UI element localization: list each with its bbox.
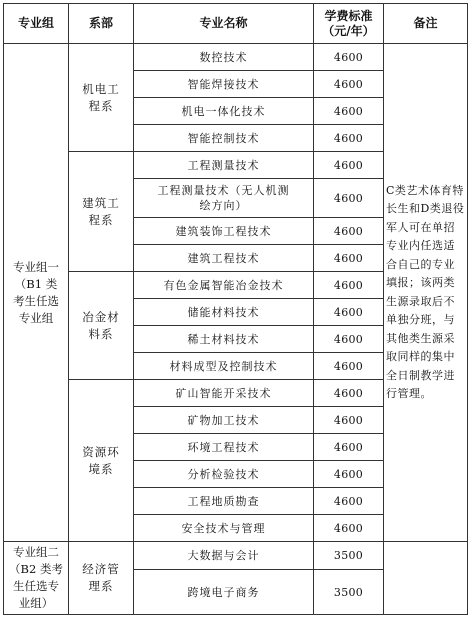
tuition-fee: 4600 (314, 407, 384, 434)
table-row (4, 542, 468, 570)
major-name: 分析检验技术 (134, 461, 314, 488)
tuition-fee: 4600 (314, 488, 384, 515)
major-name: 建筑装饰工程技术 (134, 218, 314, 245)
tuition-fee: 4600 (314, 326, 384, 353)
department-cell (69, 44, 134, 152)
major-name: 大数据与会计 (134, 542, 314, 570)
department-name: 机电工 程系 (82, 81, 120, 113)
department-cell (69, 152, 134, 272)
tuition-fee: 3500 (314, 542, 384, 570)
major-name: 材料成型及控制技术 (134, 353, 314, 380)
tuition-fee: 4600 (314, 515, 384, 542)
note-text: C类艺术体育特长生和D类退役军人可在单招专业内任选适合自己的专业填报；该两类生源录取后不单独分班，与其他类生源采取同样的集中全日制教学进行管理。 (386, 183, 465, 400)
tuition-fee: 3500 (314, 570, 384, 615)
tuition-fee: 4600 (314, 71, 384, 98)
table-row (4, 44, 468, 71)
major-name: 储能材料技术 (134, 299, 314, 326)
department-cell (69, 272, 134, 380)
tuition-fee: 4600 (314, 461, 384, 488)
major-name: 智能焊接技术 (134, 71, 314, 98)
major-name: 工程测量技术（无人机测 绘方向） (134, 179, 314, 218)
header-major: 专业名称 (134, 4, 314, 44)
major-name: 跨境电子商务 (134, 570, 314, 615)
major-name: 工程测量技术 (134, 152, 314, 179)
admission-table-container (3, 3, 468, 615)
tuition-fee: 4600 (314, 434, 384, 461)
tuition-fee: 4600 (314, 98, 384, 125)
tuition-fee: 4600 (314, 218, 384, 245)
group-cell-2 (4, 542, 69, 615)
major-name: 智能控制技术 (134, 125, 314, 152)
tuition-fee: 4600 (314, 245, 384, 272)
department-name: 资源环 境系 (82, 444, 120, 476)
major-name: 矿山智能开采技术 (134, 380, 314, 407)
note-cell (384, 44, 468, 542)
tuition-fee: 4600 (314, 179, 384, 218)
major-name: 建筑工程技术 (134, 245, 314, 272)
major-name: 稀土材料技术 (134, 326, 314, 353)
major-fee-table (3, 3, 468, 615)
header-fee-line2: （元/年） (322, 23, 375, 38)
major-name: 有色金属智能冶金技术 (134, 272, 314, 299)
department-name: 经济管 理系 (82, 562, 120, 593)
major-name: 机电一体化技术 (134, 98, 314, 125)
group-name: 专业组一 （B1 类 考生任选 专业组 (13, 259, 59, 325)
major-name: 工程地质勘查 (134, 488, 314, 515)
department-cell (69, 542, 134, 615)
tuition-fee: 4600 (314, 125, 384, 152)
group-cell-1 (4, 44, 69, 542)
header-row (4, 4, 468, 44)
major-name: 矿物加工技术 (134, 407, 314, 434)
major-name: 环境工程技术 (134, 434, 314, 461)
tuition-fee: 4600 (314, 299, 384, 326)
tuition-fee: 4600 (314, 272, 384, 299)
tuition-fee: 4600 (314, 380, 384, 407)
header-group: 专业组 (4, 4, 69, 44)
department-name: 建筑工 程系 (82, 195, 120, 227)
major-name: 数控技术 (134, 44, 314, 71)
tuition-fee: 4600 (314, 152, 384, 179)
note-cell-empty (384, 542, 468, 615)
header-fee-line1: 学费标准 (324, 8, 373, 23)
tuition-fee: 4600 (314, 353, 384, 380)
group-name: 专业组二 （B2 类考 生任选专 业组） (9, 545, 63, 610)
header-department: 系部 (69, 4, 134, 44)
header-note: 备注 (384, 4, 468, 44)
tuition-fee: 4600 (314, 44, 384, 71)
header-fee (314, 4, 384, 44)
major-name: 安全技术与管理 (134, 515, 314, 542)
department-name: 冶金材 料系 (82, 309, 120, 341)
department-cell (69, 380, 134, 542)
